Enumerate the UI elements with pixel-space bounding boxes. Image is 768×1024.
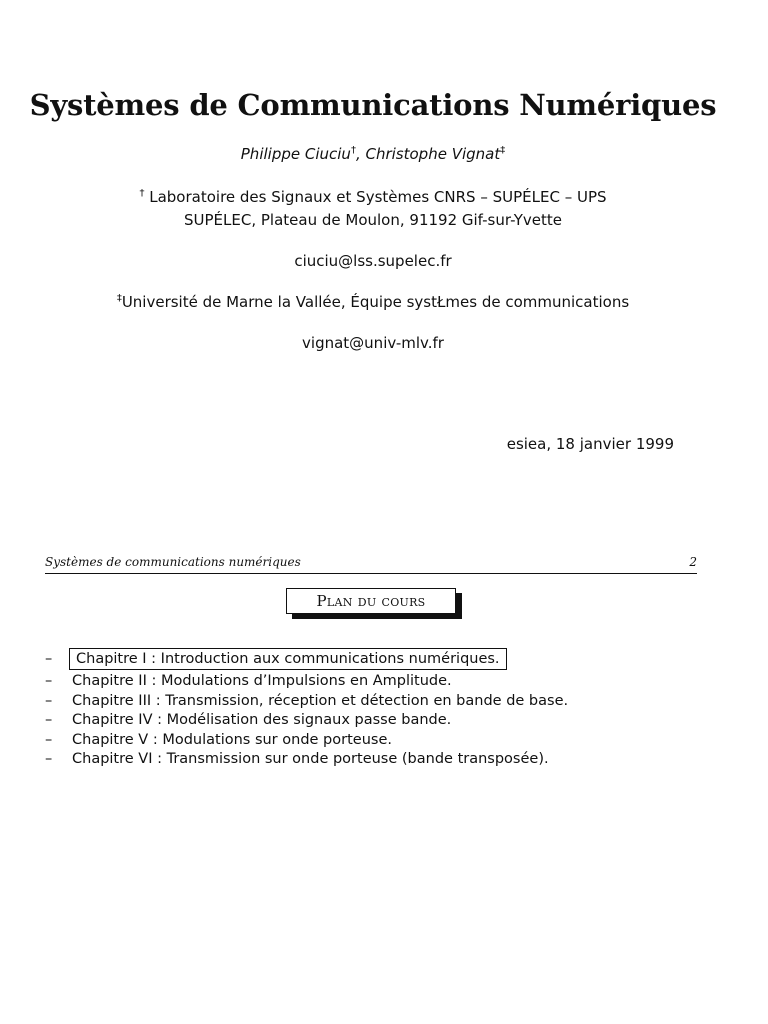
plan-du-cours-heading: Plan du cours xyxy=(286,588,456,614)
author-ciuciu-mark: † xyxy=(350,145,356,156)
author-vignat: Christophe Vignat xyxy=(365,145,501,163)
chapter-item-1-text-highlighted: Chapitre I : Introduction aux communications numériques. xyxy=(69,648,507,670)
chapter-item-4-text: Chapitre IV : Modélisation des signaux passe bande. xyxy=(72,712,452,728)
email-ciuciu: ciuciu@lss.supelec.fr xyxy=(294,252,452,270)
page-number: 2 xyxy=(689,555,697,569)
affiliation-lss-mark: † xyxy=(139,188,145,199)
date-line: esiea, 18 janvier 1999 xyxy=(506,435,674,453)
email-vignat: vignat@univ-mlv.fr xyxy=(302,334,444,352)
chapter-item-3-text: Chapitre III : Transmission, réception et détection en bande de base. xyxy=(72,692,569,709)
list-dash: – xyxy=(45,731,53,748)
chapter-item-2-text: Chapitre II : Modulations d’Impulsions en Amplitude. xyxy=(72,673,452,689)
authors-line xyxy=(0,145,746,163)
chapter-list xyxy=(45,646,725,770)
author-vignat-mark: ‡ xyxy=(500,145,506,156)
affiliation-mlv-mark: ‡ xyxy=(116,293,122,304)
affiliation-lss-text: Laboratoire des Signaux et Systèmes CNRS – SUPÉLEC – UPS xyxy=(144,188,607,206)
running-header-title: Systèmes de communications numériques xyxy=(45,555,301,569)
chapter-item-1 xyxy=(45,646,725,672)
list-dash: – xyxy=(45,673,53,689)
list-dash: – xyxy=(45,651,53,667)
running-header xyxy=(45,555,697,574)
list-dash: – xyxy=(45,751,53,767)
affiliation-mlv xyxy=(0,293,746,311)
document-title: Systèmes de Communications Numériques xyxy=(29,88,717,122)
chapter-item-4 xyxy=(45,711,725,731)
chapter-item-6 xyxy=(45,750,725,770)
list-dash: – xyxy=(45,692,53,709)
chapter-item-5-text: Chapitre V : Modulations sur onde porteuse. xyxy=(72,731,392,748)
author-ciuciu: Philippe Ciuciu xyxy=(240,145,351,163)
affiliation-lss-line1 xyxy=(0,188,746,206)
chapter-item-5 xyxy=(45,731,725,751)
chapter-item-6-text: Chapitre VI : Transmission sur onde porteuse (bande transposée). xyxy=(72,751,549,767)
affiliation-lss-line2: SUPÉLEC, Plateau de Moulon, 91192 Gif-sur-Yvette xyxy=(184,211,562,229)
author-separator: , xyxy=(355,145,366,163)
chapter-item-2 xyxy=(45,672,725,692)
affiliation-mlv-text: Université de Marne la Vallée, Équipe systŁmes de communications xyxy=(121,293,630,311)
list-dash: – xyxy=(45,712,53,728)
chapter-item-3 xyxy=(45,692,725,712)
